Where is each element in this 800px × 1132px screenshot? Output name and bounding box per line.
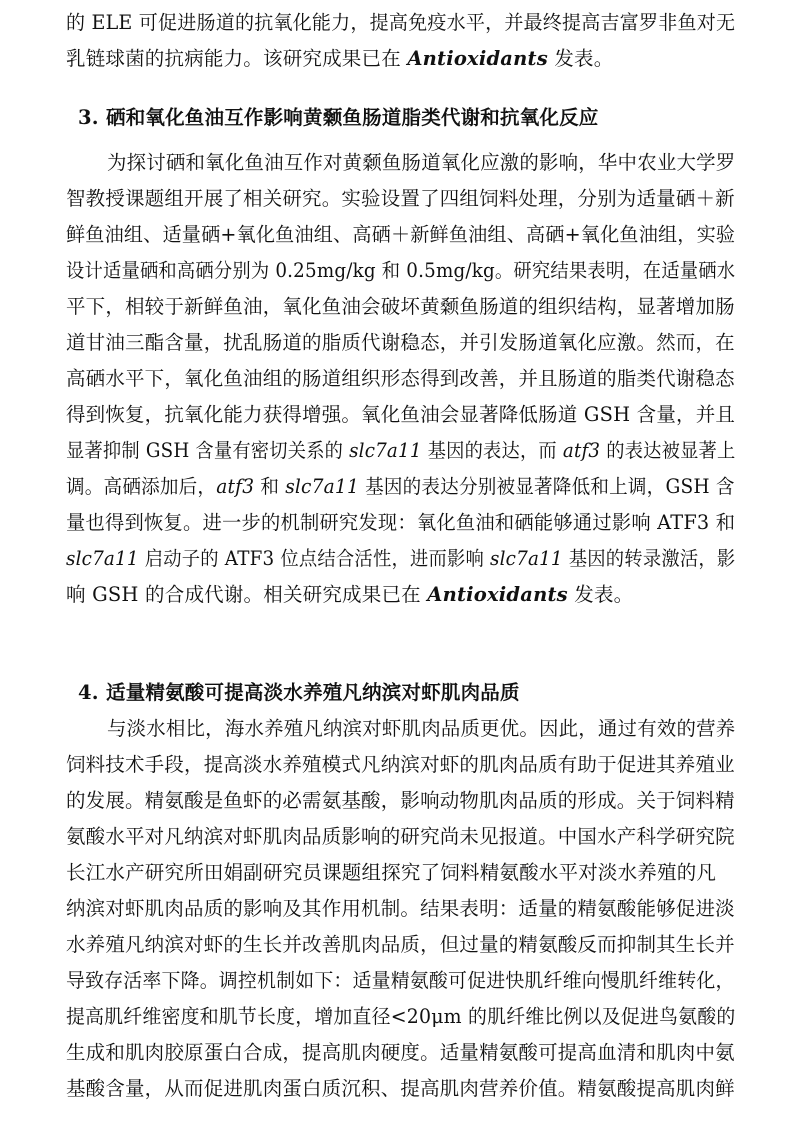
paragraph-line: 提高肌纤维密度和肌节长度，增加直径<20μm 的肌纤维比例以及促进鸟氨酸的: [66, 1005, 736, 1028]
paragraph-line: 饲料技术手段，提高淡水养殖模式凡纳滨对虾的肌肉品质有助于促进其养殖业: [66, 753, 735, 776]
paragraph-line: 道甘油三酯含量，扰乱肠道的脂质代谢稳态，并引发肠道氧化应激。然而，在: [66, 331, 735, 354]
section-number: 4.: [78, 681, 99, 704]
section-heading: [78, 681, 520, 705]
section-number: 3.: [78, 106, 99, 129]
paragraph-line: 长江水产研究所田娟副研究员课题组探究了饲料精氨酸水平对淡水养殖的凡: [66, 861, 717, 884]
paragraph-line: 平下，相较于新鲜鱼油，氧化鱼油会破坏黄颡鱼肠道的组织结构，显著增加肠: [66, 295, 735, 318]
paragraph-line: 氨酸水平对凡纳滨对虾肌肉品质影响的研究尚未见报道。中国水产科学研究院: [66, 825, 735, 848]
paragraph-line: 与淡水相比，海水养殖凡纳滨对虾肌肉品质更优。因此，通过有效的营养: [107, 717, 736, 740]
paragraph-line: 基酸含量，从而促进肌肉蛋白质沉积、提高肌肉营养价值。精氨酸提高肌肉鲜: [66, 1077, 735, 1100]
paragraph-line: 水养殖凡纳滨对虾的生长并改善肌肉品质，但过量的精氨酸反而抑制其生长并: [66, 933, 735, 956]
intro-line: 的 ELE 可促进肠道的抗氧化能力，提高免疫水平，并最终提高吉富罗非鱼对无: [66, 11, 736, 34]
paragraph-line: 得到恢复，抗氧化能力获得增强。氧化鱼油会显著降低肠道 GSH 含量，并且: [66, 403, 736, 426]
section-heading: [78, 106, 599, 130]
paragraph-line: 高硒水平下，氧化鱼油组的肠道组织形态得到改善，并且肠道的脂类代谢稳态: [66, 367, 735, 390]
paragraph-line: 调。高硒添加后，atf3 和 slc7a11 基因的表达分别被显著降低和上调，GSH 含: [66, 475, 735, 498]
paragraph-line: 智教授课题组开展了相关研究。实验设置了四组饲料处理，分别为适量硒＋新: [66, 187, 735, 210]
paragraph-line: 设计适量硒和高硒分别为 0.25mg/kg 和 0.5mg/kg。研究结果表明，在适量硒水: [66, 259, 736, 282]
paragraph-line: 显著抑制 GSH 含量有密切关系的 slc7a11 基因的表达，而 atf3 的表达被显著上: [66, 439, 736, 462]
section-title: 适量精氨酸可提高淡水养殖凡纳滨对虾肌肉品质: [106, 681, 520, 704]
intro-line: 乳链球菌的抗病能力。该研究成果已在 Antioxidants 发表。: [66, 47, 614, 70]
paragraph-line: 纳滨对虾肌肉品质的影响及其作用机制。结果表明：适量的精氨酸能够促进淡: [66, 897, 735, 920]
paragraph-line: 导致存活率下降。调控机制如下：适量精氨酸可促进快肌纤维向慢肌纤维转化，: [66, 969, 735, 992]
paragraph-line: 为探讨硒和氧化鱼油互作对黄颡鱼肠道氧化应激的影响，华中农业大学罗: [107, 151, 736, 174]
section-title: 硒和氧化鱼油互作影响黄颡鱼肠道脂类代谢和抗氧化反应: [106, 106, 599, 129]
paragraph-line: slc7a11 启动子的 ATF3 位点结合活性，进而影响 slc7a11 基因的转录激活，影: [66, 547, 736, 570]
paragraph-line: 量也得到恢复。进一步的机制研究发现：氧化鱼油和硒能够通过影响 ATF3 和: [66, 511, 736, 534]
paragraph-line: 鲜鱼油组、适量硒+氧化鱼油组、高硒＋新鲜鱼油组、高硒+氧化鱼油组，实验: [66, 223, 736, 246]
paragraph-line: 生成和肌肉胶原蛋白合成，提高肌肉硬度。适量精氨酸可提高血清和肌肉中氨: [66, 1041, 735, 1064]
paragraph-line: 的发展。精氨酸是鱼虾的必需氨基酸，影响动物肌肉品质的形成。关于饲料精: [66, 789, 735, 812]
paragraph-line: 响 GSH 的合成代谢。相关研究成果已在 Antioxidants 发表。: [66, 583, 634, 606]
